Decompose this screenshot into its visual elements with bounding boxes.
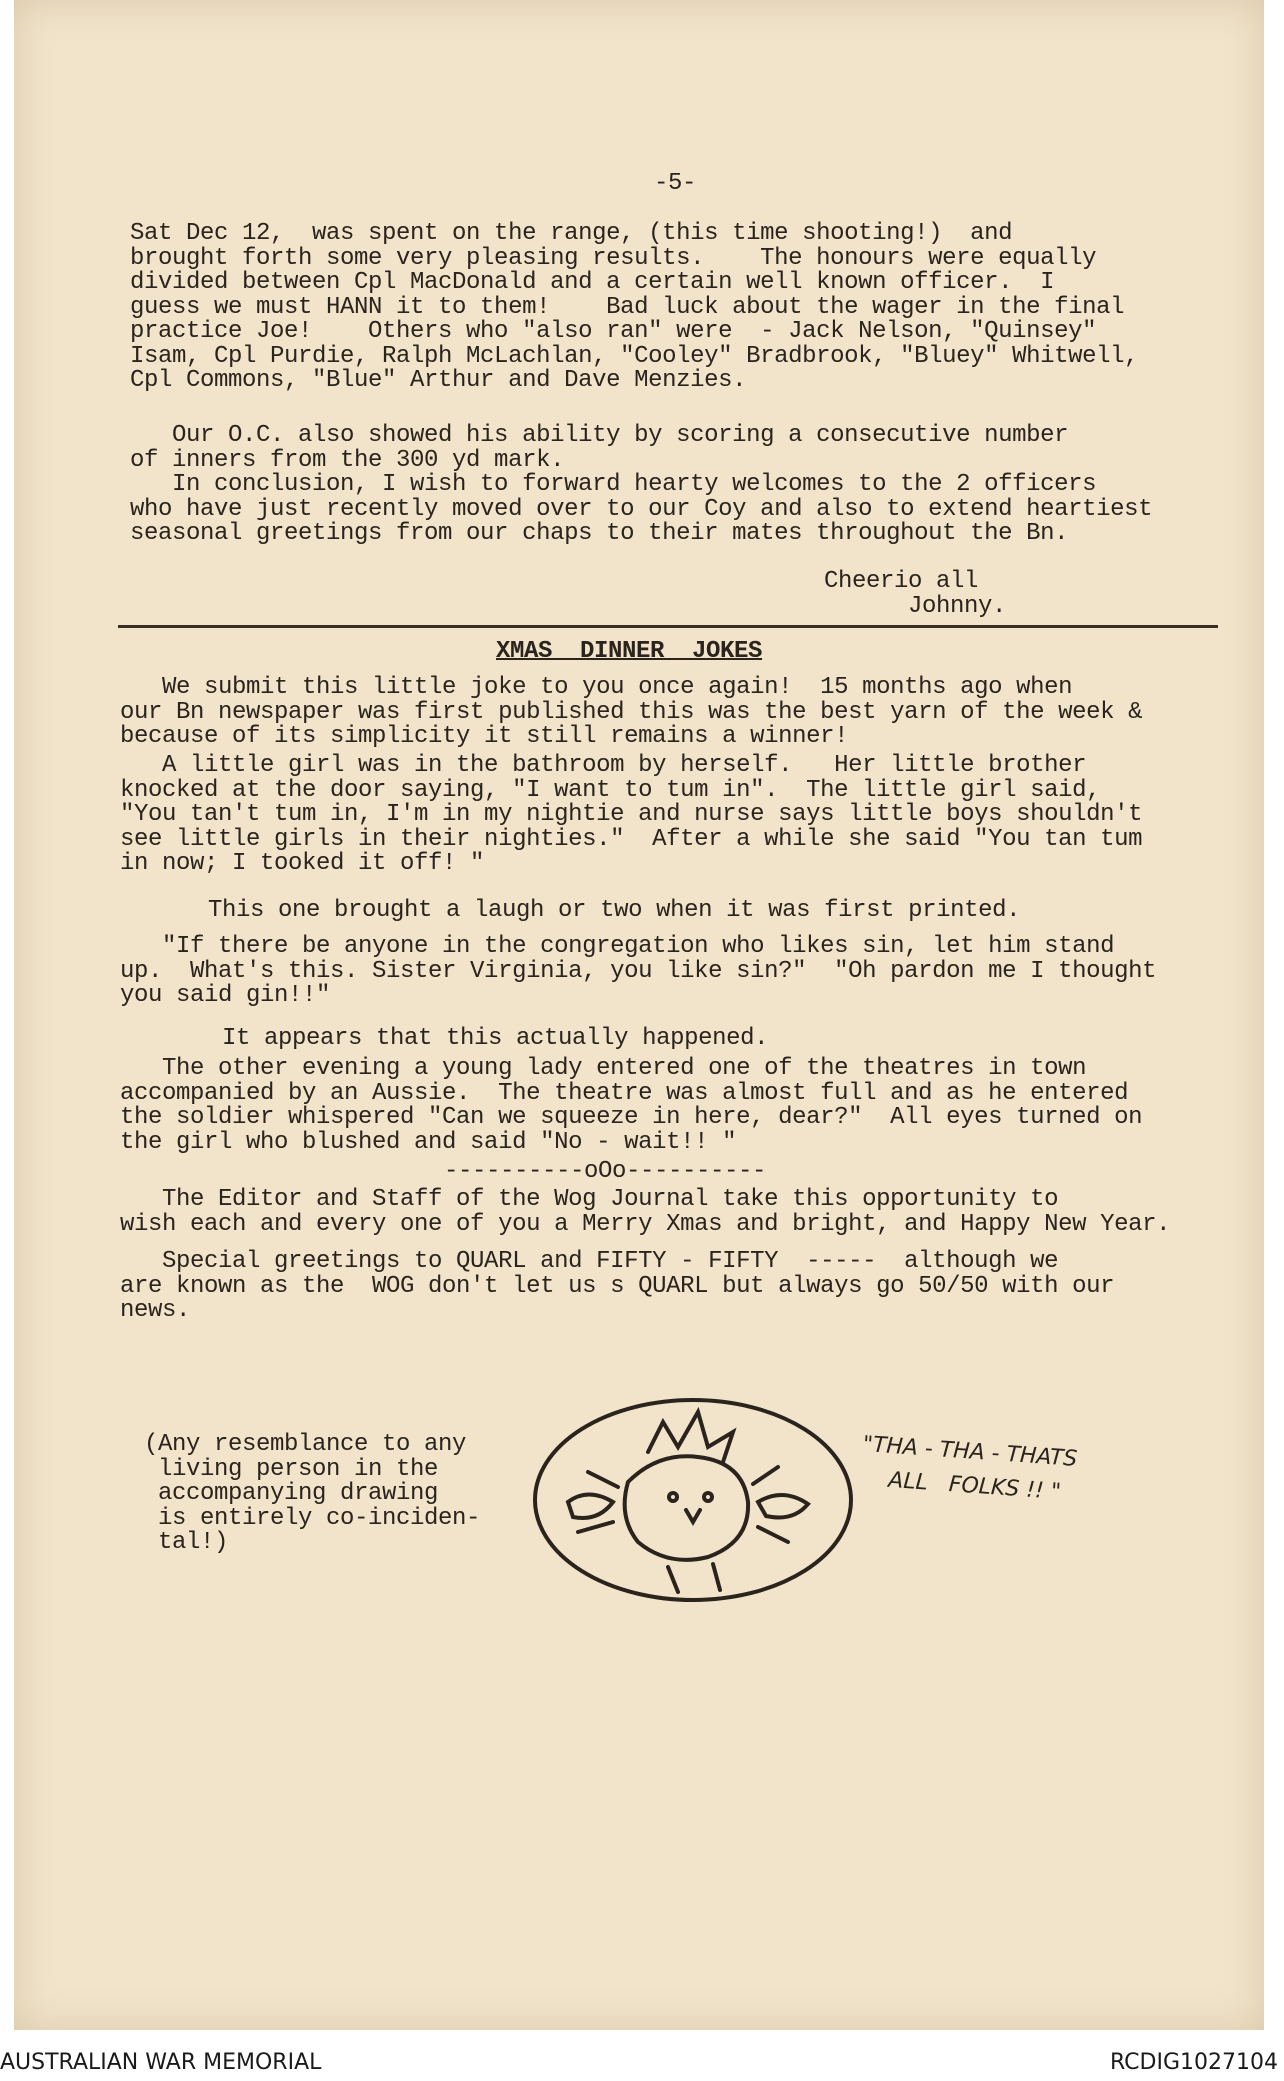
footer-source: AUSTRALIAN WAR MEMORIAL: [0, 2050, 322, 2075]
separator: ----------oOo----------: [444, 1158, 767, 1185]
special-greetings-paragraph: Special greetings to QUARL and FIFTY - FIFTY ----- although we are known as the WOG don't let us s QUARL but always go 50/50 with our news.: [120, 1248, 1115, 1324]
closing-paragraph: Our O.C. also showed his ability by scoring a consecutive number of inners from the 300 yd mark. In conclusion, I wish to forward hearty welcomes to the 2 officers who have just recently moved over to our Coy and also to extend heartiest seasonal greetings from our chaps to their mates throughout the Bn.: [130, 422, 1153, 547]
cartoon-drawing: [528, 1392, 858, 1610]
footer-id: RCDIG1027104: [1109, 2050, 1278, 2075]
section-title: XMAS DINNER JOKES: [496, 638, 763, 665]
cartoon-caption: "THA - THA - THATS ALL FOLKS !! ": [859, 1431, 1079, 1505]
joke3-intro: It appears that this actually happened.: [222, 1025, 769, 1052]
joke-theatre-paragraph: The other evening a young lady entered one of the theatres in town accompanied by an Aussie. The theatre was almost full and as he entered the soldier whispered "Can we squeeze in here, dear?" All eyes turned on the girl who blushed and said "No - wait!! ": [120, 1055, 1143, 1156]
signoff: Cheerio all Johnny.: [824, 568, 1007, 620]
joke2-intro: This one brought a laugh or two when it was first printed.: [208, 897, 1021, 924]
range-report-paragraph: Sat Dec 12, was spent on the range, (this time shooting!) and brought forth some very pleasing results. The honours were equally divided between Cpl MacDonald and a certain well known officer. I guess we must HANN it to them! Bad luck about the wager in the final practice Joe! Others who "also ran" were - Jack Nelson, "Quinsey" Isam, Cpl Purdie, Ralph McLachlan, "Cooley" Bradbrook, "Bluey" Whitwell, Cpl Commons, "Blue" Arthur and Dave Menzies.: [130, 220, 1139, 394]
joke-congregation-paragraph: "If there be anyone in the congregation who likes sin, let him stand up. What's this. Sister Virginia, you like sin?" "Oh pardon me I thought you said gin!!": [120, 933, 1157, 1009]
section-divider: [118, 625, 1218, 628]
document-page: [14, 0, 1264, 2030]
drawing-disclaimer: (Any resemblance to any living person in the accompanying drawing is entirely co-inciden- tal!): [144, 1431, 481, 1556]
joke-intro-paragraph: We submit this little joke to you once again! 15 months ago when our Bn newspaper was first published this was the best yarn of the week & because of its simplicity it still remains a winner!: [120, 674, 1143, 750]
joke-bathroom-paragraph: A little girl was in the bathroom by herself. Her little brother knocked at the door saying, "I want to tum in". The little girl said, "You tan't tum in, I'm in my nightie and nurse says little boys shouldn't see little girls in their nighties." After a while she said "You tan tum in now; I tooked it off! ": [120, 752, 1143, 877]
editor-greeting-paragraph: The Editor and Staff of the Wog Journal take this opportunity to wish each and every one of you a Merry Xmas and bright, and Happy New Year.: [120, 1186, 1171, 1238]
page-number: -5-: [654, 170, 697, 197]
